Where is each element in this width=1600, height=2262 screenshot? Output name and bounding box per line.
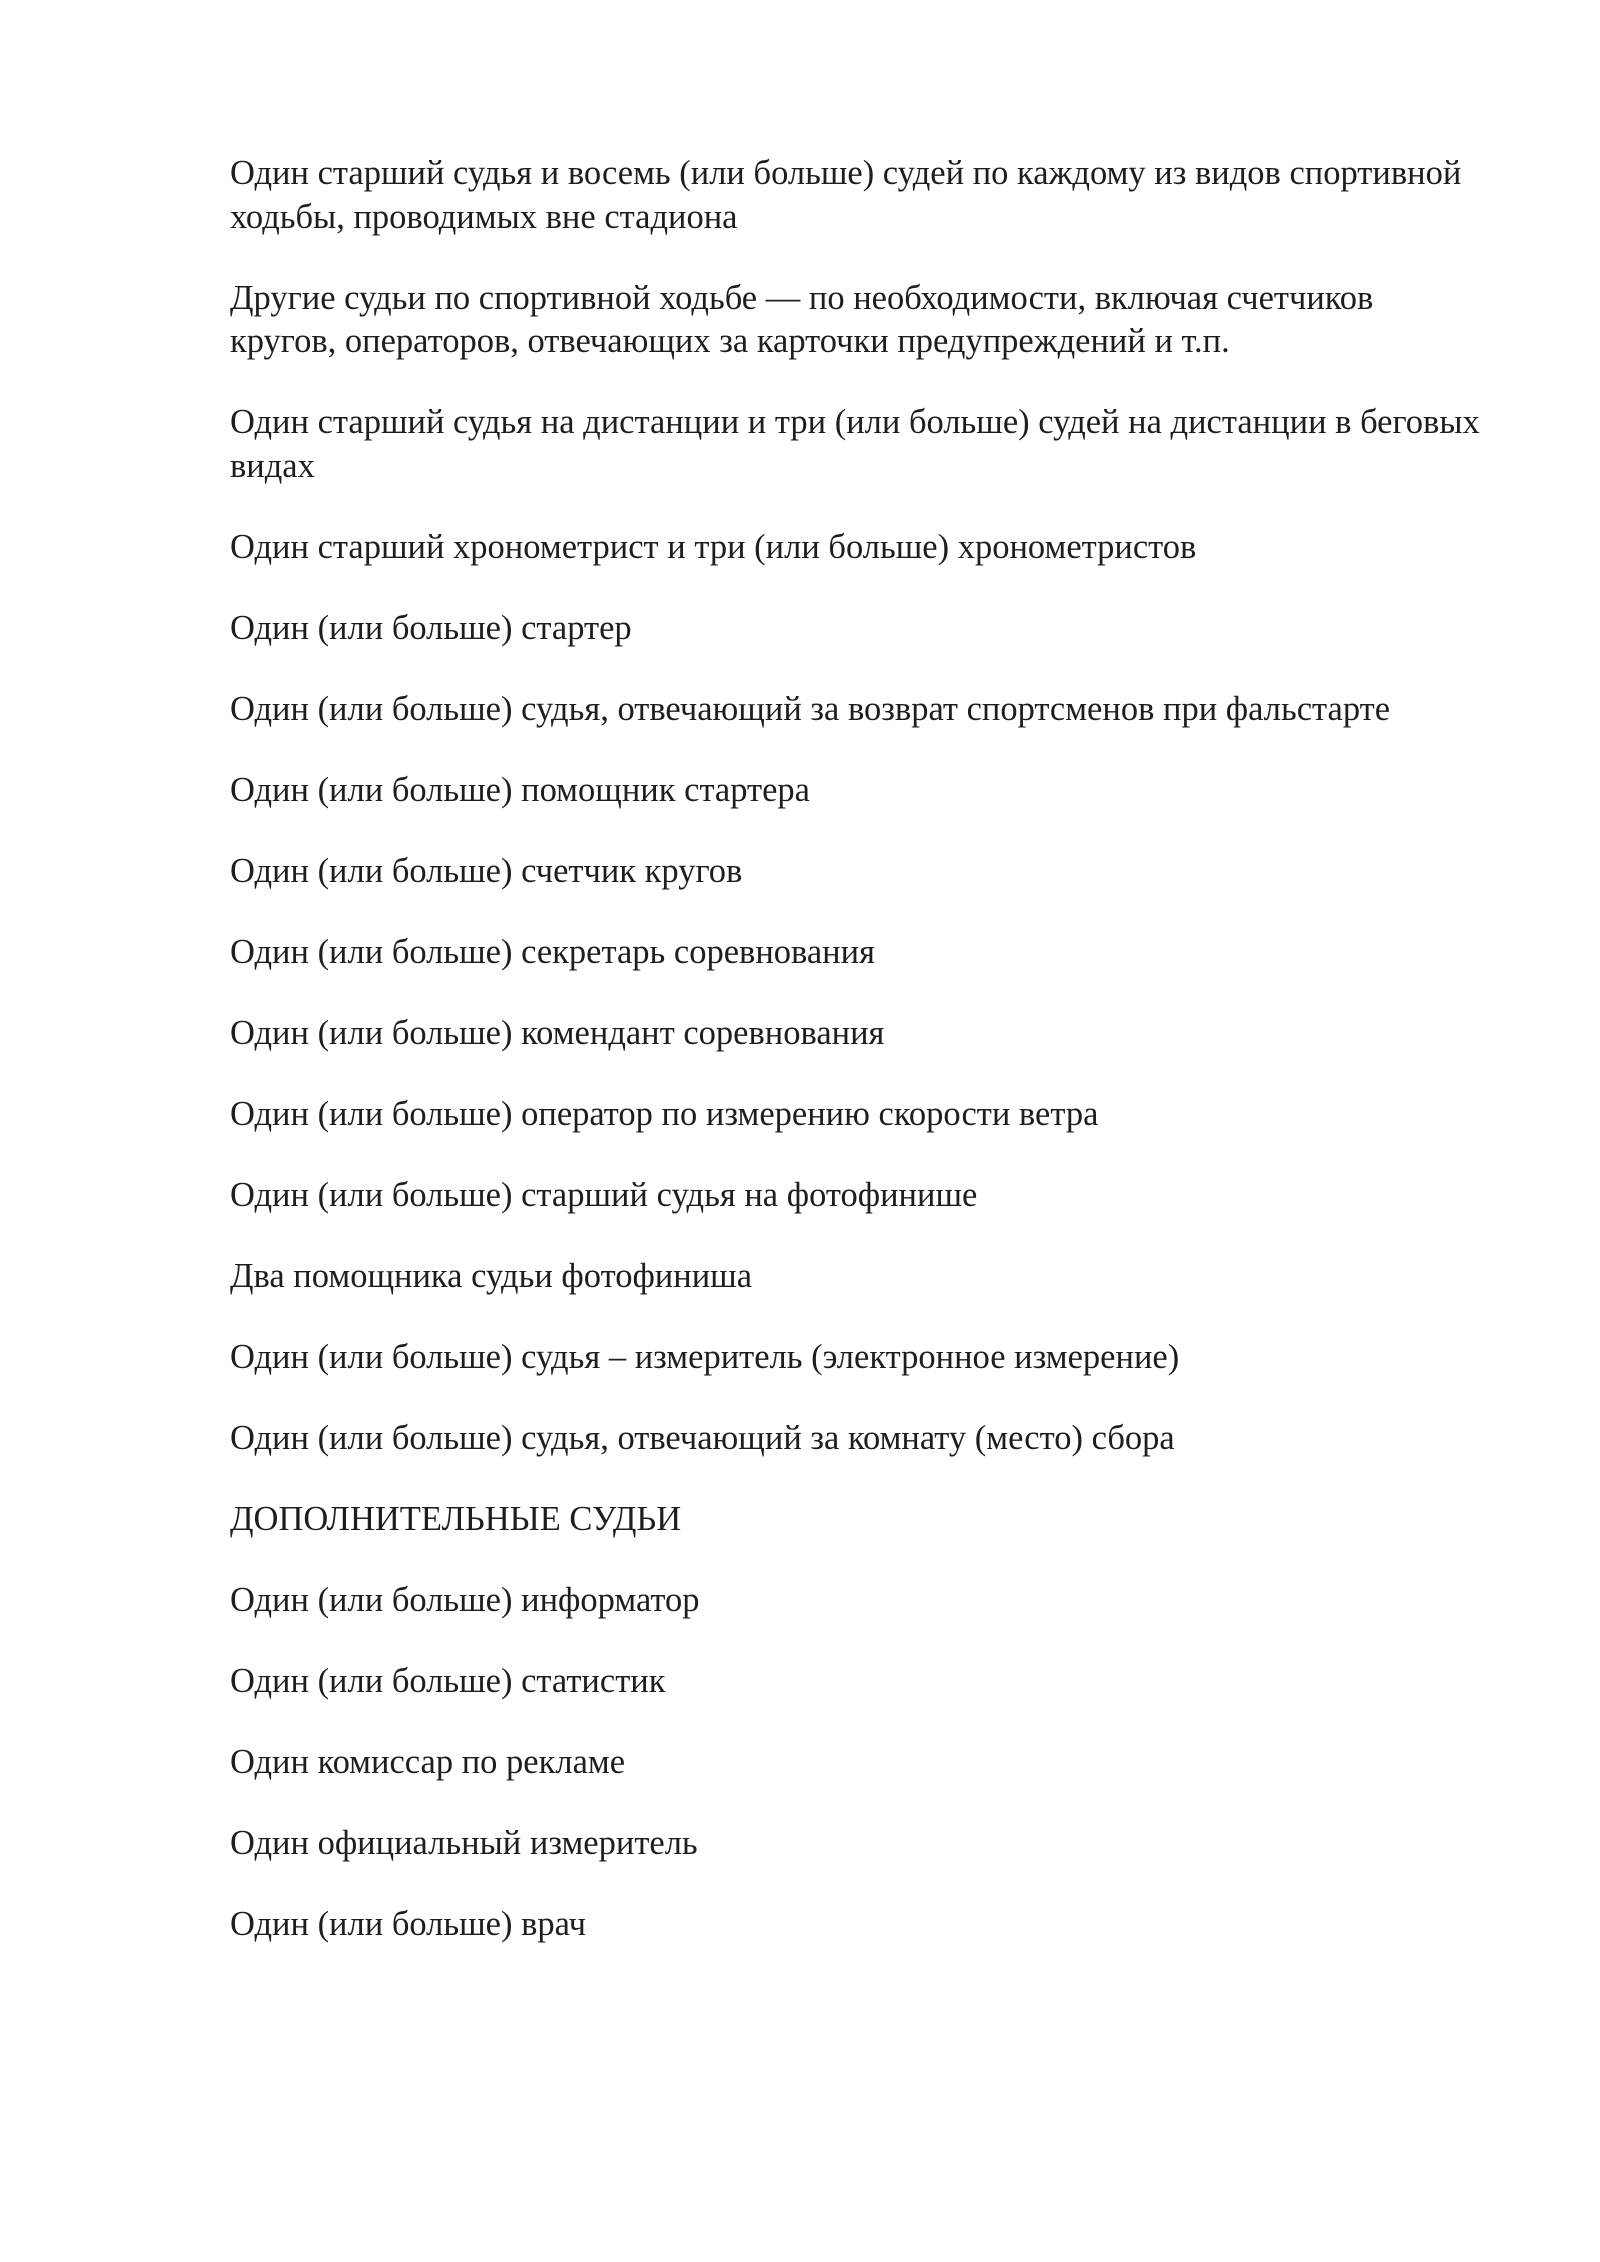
paragraph-lap-scorer: Один (или больше) счетчик кругов (230, 851, 743, 890)
paragraph-recall-starter: Один (или больше) судья, отвечающий за возврат спортсменов при фальстарте (230, 689, 1391, 728)
paragraph-course-umpires: Один старший судья на дистанции и три (или больше) судей на дистанции в беговых видах (230, 403, 1480, 485)
paragraph-statistician: Один (или больше) статистик (230, 1661, 666, 1700)
section-heading-additional-judges: ДОПОЛНИТЕЛЬНЫЕ СУДЬИ (230, 1499, 682, 1538)
paragraph-other-walking-judges: Другие судьи по спортивной ходьбе — по необходимости, включая счетчиков кругов, операторов, отвечающих за карточки предупреждений и т.п. (230, 278, 1374, 360)
paragraph-official-surveyor: Один официальный измеритель (230, 1823, 698, 1862)
paragraph-advertising-commissioner: Один комиссар по рекламе (230, 1742, 626, 1781)
paragraph-photo-finish-assistants: Два помощника судьи фотофиниша (230, 1256, 753, 1295)
paragraph-photo-finish-chief: Один (или больше) старший судья на фотофинише (230, 1175, 978, 1214)
paragraph-announcer: Один (или больше) информатор (230, 1580, 700, 1619)
paragraph-competition-director: Один (или больше) комендант соревнования (230, 1013, 885, 1052)
paragraph-timekeepers: Один старший хронометрист и три (или больше) хронометристов (230, 527, 1197, 566)
paragraph-call-room-judge: Один (или больше) судья, отвечающий за комнату (место) сбора (230, 1418, 1175, 1457)
paragraph-doctor: Один (или больше) врач (230, 1904, 586, 1943)
paragraph-starter: Один (или больше) стартер (230, 608, 632, 647)
paragraph-wind-gauge-operator: Один (или больше) оператор по измерению скорости ветра (230, 1094, 1099, 1133)
paragraph-measurement-judge: Один (или больше) судья – измеритель (электронное измерение) (230, 1337, 1180, 1376)
paragraph-competition-secretary: Один (или больше) секретарь соревнования (230, 932, 875, 971)
paragraph-head-walking-judges: Один старший судья и восемь (или больше) судей по каждому из видов спортивной ходьбы, проводимых вне стадиона (230, 154, 1462, 236)
paragraph-starter-assistant: Один (или больше) помощник стартера (230, 770, 810, 809)
document-body (230, 152, 1480, 1984)
